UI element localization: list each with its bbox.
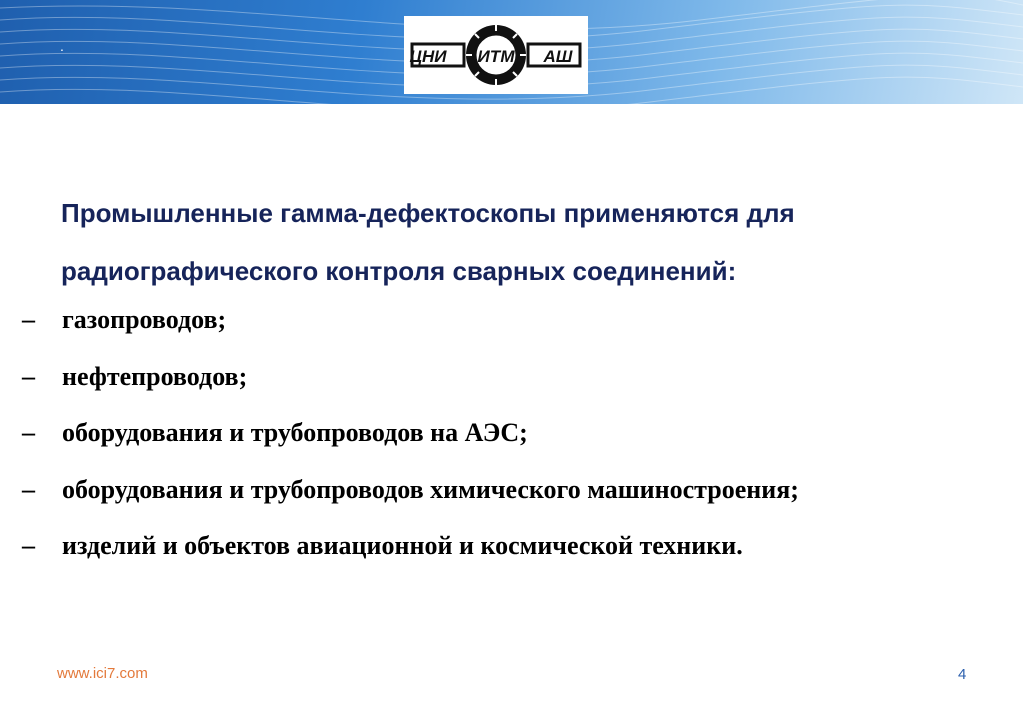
list-item	[0, 470, 1000, 510]
list-item	[0, 526, 1000, 566]
company-logo	[404, 16, 588, 94]
heading-line-1: Промышленные гамма-дефектоскопы применяются для	[61, 198, 795, 228]
list-item	[0, 413, 1000, 453]
footer-website-link[interactable]: www.ici7.com	[57, 665, 148, 682]
bullet-dash: –	[22, 475, 35, 504]
cniitmash-logo-icon	[404, 16, 588, 94]
list-item-text: оборудования и трубопроводов химического машиностроения;	[62, 475, 799, 504]
svg-text:ЦНИ: ЦНИ	[409, 47, 447, 66]
list-item	[0, 300, 1000, 340]
bullet-dash: –	[22, 531, 35, 560]
svg-text:ИТМ: ИТМ	[477, 47, 515, 66]
list-item-text: нефтепроводов;	[62, 362, 248, 391]
slide-heading	[61, 184, 981, 300]
page-number: 4	[958, 666, 967, 683]
svg-text:АШ: АШ	[543, 47, 573, 66]
list-item	[0, 357, 1000, 397]
heading-line-2: радиографического контроля сварных соединений:	[61, 256, 737, 286]
list-item-text: газопроводов;	[62, 305, 227, 334]
banner-marker: .	[60, 38, 64, 54]
list-item-text: изделий и объектов авиационной и космической техники.	[62, 531, 743, 560]
list-item-text: оборудования и трубопроводов на АЭС;	[62, 418, 528, 447]
bullet-dash: –	[22, 305, 35, 334]
header-banner	[0, 0, 1023, 104]
bullet-dash: –	[22, 362, 35, 391]
bullet-dash: –	[22, 418, 35, 447]
